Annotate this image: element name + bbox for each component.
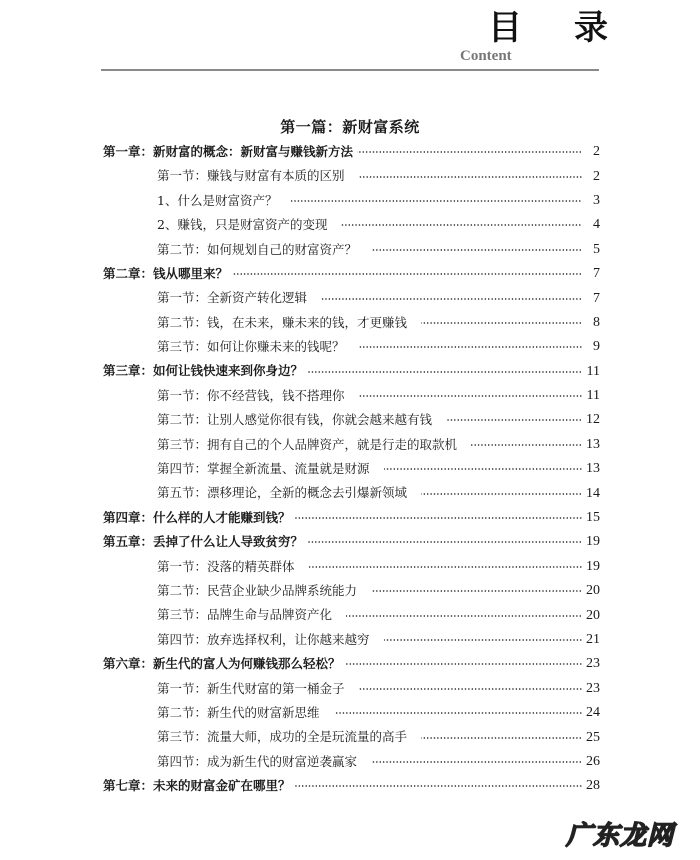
toc-section-entry[interactable] — [103, 457, 600, 481]
toc-page-number: 14 — [586, 485, 600, 501]
toc-page-number: 23 — [586, 680, 600, 696]
toc-chapter-entry[interactable] — [103, 360, 600, 384]
toc-entry-title: 第五节：漂移理论，全新的概念去引爆新领域 — [157, 485, 408, 501]
toc-page-number: 23 — [586, 656, 600, 672]
dot-leader — [421, 737, 582, 739]
dot-leader — [291, 200, 582, 202]
toc-page-number: 8 — [593, 314, 600, 330]
toc-entry-title: 第二节：如何规划自己的财富资产？ — [157, 241, 358, 257]
toc-section-entry[interactable] — [103, 408, 600, 432]
toc-page-number: 2 — [593, 168, 600, 184]
toc-page-number: 9 — [593, 339, 600, 355]
dot-leader — [341, 224, 582, 226]
toc-entry-title: 第三章：如何让钱快速来到你身边？ — [103, 363, 304, 379]
toc-section-entry[interactable] — [103, 701, 600, 725]
dot-leader — [371, 249, 582, 251]
toc-section-entry[interactable] — [103, 603, 600, 627]
toc-entry-title: 第七章：未来的财富金矿在哪里？ — [103, 778, 291, 794]
part-title: 第一篇：新财富系统 — [280, 118, 420, 136]
dot-leader — [359, 346, 582, 348]
toc-page-number: 15 — [586, 510, 600, 526]
toc-entry-title: 第三节：品牌生命与品牌资产化 — [157, 607, 333, 623]
dot-leader — [309, 566, 582, 568]
toc-page-number: 2 — [593, 144, 600, 160]
dot-leader — [421, 493, 582, 495]
toc-section-entry[interactable] — [103, 628, 600, 652]
toc-section-entry[interactable] — [103, 311, 600, 335]
toc-entry-title: 第二节：让别人感觉你很有钱，你就会越来越有钱 — [157, 412, 433, 428]
toc-entry-title: 第一节：赚钱与财富有本质的区别 — [157, 168, 345, 184]
toc-chapter-entry[interactable] — [103, 774, 600, 798]
header-divider — [101, 69, 599, 71]
toc-page-number: 19 — [586, 534, 600, 550]
toc-page-number: 21 — [586, 632, 600, 647]
dot-leader — [346, 615, 582, 617]
dot-leader — [371, 590, 582, 592]
toc-page-number: 19 — [586, 558, 600, 574]
toc-entry-title: 第一节：你不经营钱，钱不搭理你 — [157, 387, 345, 403]
dot-leader — [295, 785, 582, 787]
dot-leader — [359, 176, 582, 178]
toc-page-number: 11 — [586, 363, 600, 379]
toc-entry-title: 第一章：新财富的概念：新财富与赚钱新方法 — [103, 143, 354, 159]
toc-section-entry[interactable] — [103, 725, 600, 749]
dot-leader — [357, 151, 582, 153]
toc-entry-title: 第二节：民营企业缺少品牌系统能力 — [157, 582, 358, 598]
dot-leader — [371, 761, 582, 763]
toc-page-number: 26 — [586, 753, 600, 769]
toc-subheading: Content — [460, 48, 512, 64]
toc-heading-char-1: 目 — [488, 7, 522, 48]
toc-entry-title: 第六章：新生代的富人为何赚钱那么轻松？ — [103, 656, 341, 672]
toc-heading-char-2: 录 — [574, 7, 608, 48]
toc-entry-title: 第三节：如何让你赚未来的钱呢？ — [157, 339, 345, 355]
watermark-logo: 广东龙网 — [566, 821, 675, 851]
toc-entry-title: 第四节：掌握全新流量、流量就是财源 — [157, 461, 370, 477]
toc-page-number: 13 — [586, 436, 600, 452]
toc-entry-title: 2、赚钱，只是财富资产的变现 — [157, 217, 328, 233]
toc-section-entry[interactable] — [103, 677, 600, 701]
toc-entry-title: 第四章：什么样的人才能赚到钱？ — [103, 509, 291, 525]
toc-section-entry[interactable] — [103, 213, 600, 237]
toc-page-number: 12 — [586, 412, 600, 428]
dot-leader — [359, 688, 582, 690]
toc-page-number: 25 — [586, 729, 600, 745]
dot-leader — [384, 639, 582, 641]
dot-leader — [471, 444, 582, 446]
dot-leader — [321, 298, 582, 300]
toc-section-entry[interactable] — [103, 481, 600, 505]
toc-entry-title: 第二章：钱从哪里来？ — [103, 265, 229, 281]
toc-page-number: 7 — [593, 266, 600, 282]
toc-entry-title: 第一节：新生代财富的第一桶金子 — [157, 680, 345, 696]
toc-page-number: 4 — [593, 217, 600, 233]
toc-entry-title: 第三节：拥有自己的个人品牌资产，就是行走的取款机 — [157, 436, 458, 452]
toc-section-entry[interactable] — [103, 579, 600, 603]
dot-leader — [446, 419, 582, 421]
toc-page-number: 11 — [586, 388, 600, 404]
toc-page-number: 13 — [586, 461, 600, 477]
toc-chapter-entry[interactable] — [103, 140, 600, 164]
toc-section-entry[interactable] — [103, 555, 600, 579]
dot-leader — [345, 663, 582, 665]
toc-entry-title: 1、什么是财富资产？ — [157, 192, 278, 208]
toc-chapter-entry[interactable] — [103, 262, 600, 286]
dot-leader — [334, 712, 582, 714]
dot-leader — [295, 517, 582, 519]
toc-chapter-entry[interactable] — [103, 530, 600, 554]
toc-section-entry[interactable] — [103, 433, 600, 457]
toc-chapter-entry[interactable] — [103, 506, 600, 530]
dot-leader — [307, 541, 582, 543]
toc-entry-title: 第二节：钱，在未来，赚未来的钱，才更赚钱 — [157, 314, 408, 330]
toc-section-entry[interactable] — [103, 384, 600, 408]
toc-page-number: 28 — [586, 778, 600, 794]
toc-entry-title: 第一节：没落的精英群体 — [157, 558, 295, 574]
toc-entry-title: 第三节：流量大师，成功的全是玩流量的高手 — [157, 729, 408, 745]
toc-section-entry[interactable] — [103, 335, 600, 359]
toc-section-entry[interactable] — [103, 750, 600, 774]
toc-entry-title: 第五章：丢掉了什么让人导致贫穷？ — [103, 534, 304, 550]
toc-section-entry[interactable] — [103, 286, 600, 310]
toc-entry-title: 第二节：新生代的财富新思维 — [157, 704, 320, 720]
toc-page-number: 20 — [586, 583, 600, 599]
toc-page-number: 7 — [593, 290, 600, 306]
toc-section-entry[interactable] — [103, 164, 600, 188]
dot-leader — [307, 371, 582, 373]
dot-leader — [232, 273, 582, 275]
toc-page-number: 20 — [586, 607, 600, 623]
toc-heading — [488, 2, 608, 46]
dot-leader — [384, 468, 582, 470]
toc-page-number: 5 — [593, 241, 600, 257]
toc-section-entry[interactable] — [103, 238, 600, 262]
toc-entry-title: 第四节：成为新生代的财富逆袭赢家 — [157, 753, 358, 769]
toc-entry-title: 第一节：全新资产转化逻辑 — [157, 290, 308, 306]
toc-page-number: 3 — [593, 192, 600, 208]
dot-leader — [421, 322, 582, 324]
table-of-contents — [103, 140, 600, 799]
toc-chapter-entry[interactable] — [103, 652, 600, 676]
dot-leader — [359, 395, 582, 397]
toc-entry-title: 第四节：放弃选择权利，让你越来越穷 — [157, 631, 370, 647]
toc-section-entry[interactable] — [103, 189, 600, 213]
toc-page-number: 24 — [586, 705, 600, 721]
